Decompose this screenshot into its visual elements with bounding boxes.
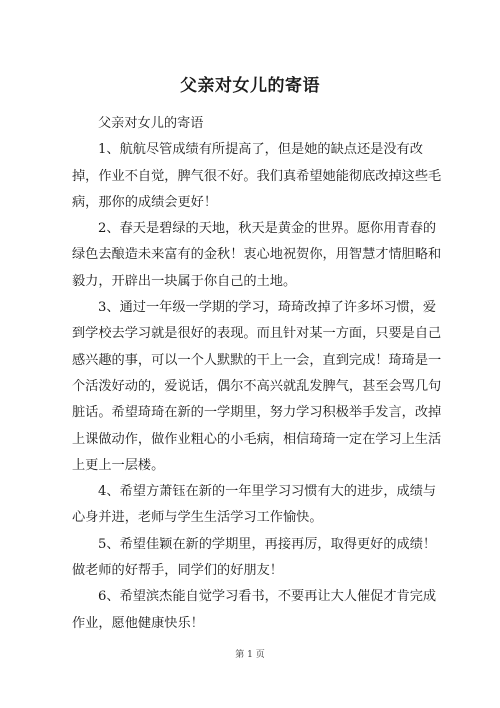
document-body xyxy=(72,111,442,637)
paragraph-1: 1、航航尽管成绩有所提高了，但是她的缺点还是没有改掉，作业不自觉，脾气很不好。我们真希望她能彻底改掉这些毛病，那你的成绩会更好！ xyxy=(72,142,442,210)
page-number: 第 1 页 xyxy=(235,650,265,660)
paragraph-3: 3、通过一年级一学期的学习，琦琦改掉了许多坏习惯，爱到学校去学习就是很好的表现。而且针对某一方面，只要是自己感兴趣的事，可以一个人默默的干上一会，直到完成！琦琦是一个活泼好动的，爱说话，偶尔不高兴就乱发脾气，甚至会骂几句脏话。希望琦琦在新的一学期里，努力学习积极举手发言，改掉上课做动作，做作业粗心的小毛病，相信琦琦一定在学习上生活上更上一层楼。 xyxy=(72,300,442,473)
document-subtitle: 父亲对女儿的寄语 xyxy=(98,116,204,131)
page-title: 父亲对女儿的寄语 xyxy=(180,76,320,96)
paragraph-4: 4、希望方萧钰在新的一年里学习习惯有大的进步，成绩与心身并进，老师与学生生活学习工作愉快。 xyxy=(72,484,437,526)
paragraph-2: 2、春天是碧绿的天地，秋天是黄金的世界。愿你用青春的绿色去酿造未来富有的金秋！衷心地祝贺你，用智慧才情胆略和毅力，开辟出一块属于你自己的土地。 xyxy=(72,221,442,289)
paragraph-5: 5、希望佳颖在新的学期里，再接再厉，取得更好的成绩！做老师的好帮手，同学们的好朋友！ xyxy=(72,536,437,579)
paragraph-6: 6、希望滨杰能自觉学习看书，不要再让大人催促才肯完成作业，愿他健康快乐！ xyxy=(72,589,437,631)
